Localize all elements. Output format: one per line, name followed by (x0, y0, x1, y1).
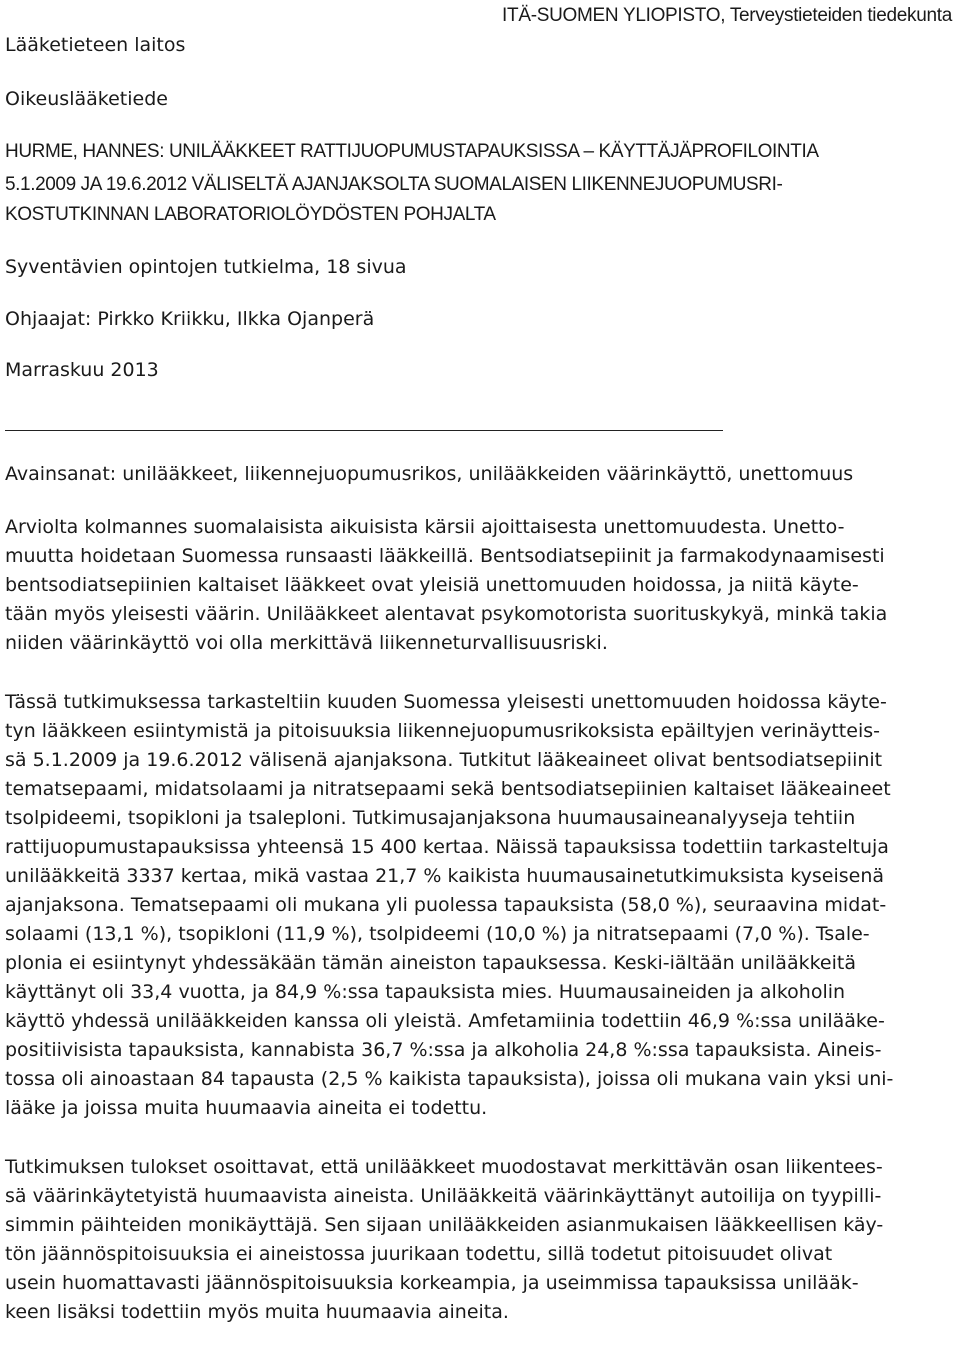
paragraph-line: tematsepaami, midatsolaami ja nitratsepaami sekä bentsodiatsepiinien kaltaiset lääkeaineet (5, 778, 891, 800)
paragraph-line: käyttänyt oli 33,4 vuotta, ja 84,9 %:ssa tapauksista mies. Huumausaineiden ja alkoholin (5, 981, 846, 1003)
paragraph-line: bentsodiatsepiinien kaltaiset lääkkeet ovat yleisiä unettomuuden hoidossa, ja niitä käyte- (5, 574, 859, 596)
subject-line: Oikeuslääketiede (5, 88, 168, 110)
paragraph-line: positiivisista tapauksista, kannabista 36,7 %:ssa ja alkoholia 24,8 %:ssa tapauksista. Aineis- (5, 1039, 882, 1061)
paragraph-line: niiden väärinkäyttö voi olla merkittävä liikenneturvallisuusriski. (5, 632, 608, 654)
paragraph-line: tyn lääkkeen esiintymistä ja pitoisuuksia liikennejuopumusrikoksista epäiltyjen verinäytteis- (5, 720, 880, 742)
paragraph-line: tään myös yleisesti väärin. Unilääkkeet alentavat psykomotorista suorituskykyä, minkä takia (5, 603, 888, 625)
university-heading: ITÄ-SUOMEN YLIOPISTO, Terveystieteiden tiedekunta (502, 5, 952, 26)
paragraph-line: unilääkkeitä 3337 kertaa, mikä vastaa 21,7 % kaikista huumausainetutkimuksista kyseisenä (5, 865, 885, 887)
department-line: Lääketieteen laitos (5, 34, 186, 56)
title-line: HURME, HANNES: UNILÄÄKKEET RATTIJUOPUMUSTAPAUKSISSA – KÄYTTÄJÄPROFILOINTIA (5, 141, 819, 162)
paragraph-line: ajanjaksona. Tematsepaami oli mukana yli puolessa tapauksista (58,0 %), seuraavina midat- (5, 894, 887, 916)
paragraph-line: rattijuopumustapauksissa yhteensä 15 400 kertaa. Näissä tapauksissa todettiin tarkasteltuja (5, 836, 889, 858)
paragraph-line: simmin päihteiden monikäyttäjä. Sen sijaan unilääkkeiden asianmukaisen lääkkeellisen käy- (5, 1214, 884, 1236)
paragraph-line: tsolpideemi, tsopikloni ja tsaleploni. Tutkimusajanjaksona huumausaineanalyyseja tehtiin (5, 807, 856, 829)
paragraph-line: tossa oli ainoastaan 84 tapausta (2,5 % kaikista tapauksista), joissa oli mukana vain yksi uni- (5, 1068, 894, 1090)
paragraph-line: sä väärinkäytetyistä huumaavista aineista. Unilääkkeitä väärinkäyttänyt autoilija on tyypilli- (5, 1185, 882, 1207)
paragraph-line: muutta hoidetaan Suomessa runsaasti lääkkeillä. Bentsodiatsepiinit ja farmakodynaamisesti (5, 545, 885, 567)
title-line: 5.1.2009 JA 19.6.2012 VÄLISELTÄ AJANJAKSOLTA SUOMALAISEN LIIKENNEJUOPUMUSRI- (5, 174, 783, 195)
title-line: KOSTUTKINNAN LABORATORIOLÖYDÖSTEN POHJALTA (5, 204, 496, 225)
paragraph-line: solaami (13,1 %), tsopikloni (11,9 %), tsolpideemi (10,0 %) ja nitratsepaami (7,0 %). Tsale- (5, 923, 870, 945)
date-line: Marraskuu 2013 (5, 359, 159, 381)
paragraph-line: sä 5.1.2009 ja 19.6.2012 välisenä ajanjaksona. Tutkitut lääkeaineet olivat bentsodiatsepiinit (5, 749, 883, 771)
paragraph-line: Arviolta kolmannes suomalaisista aikuisista kärsii ajoittaisesta unettomuudesta. Unetto- (5, 516, 845, 538)
paragraph-line: Tässä tutkimuksessa tarkasteltiin kuuden Suomessa yleisesti unettomuuden hoidossa käyte- (5, 691, 887, 713)
paragraph-line: lääke ja joissa muita huumaavia aineita ei todettu. (5, 1097, 488, 1119)
thesis-info: Syventävien opintojen tutkielma, 18 sivua (5, 256, 407, 278)
paragraph-line: usein huomattavasti jäännöspitoisuuksia korkeampia, ja useimmissa tapauksissa unilääk- (5, 1272, 859, 1294)
paragraph-line: keen lisäksi todettiin myös muita huumaavia aineita. (5, 1301, 509, 1323)
supervisors-line: Ohjaajat: Pirkko Kriikku, Ilkka Ojanperä (5, 308, 375, 330)
divider-rule (5, 430, 723, 431)
keywords-line: Avainsanat: unilääkkeet, liikennejuopumusrikos, unilääkkeiden väärinkäyttö, unettomuus (5, 463, 854, 485)
paragraph-line: tön jäännöspitoisuuksia ei aineistossa juurikaan todettu, sillä todetut pitoisuudet olivat (5, 1243, 833, 1265)
paragraph-line: Tutkimuksen tulokset osoittavat, että unilääkkeet muodostavat merkittävän osan liikentees- (5, 1156, 883, 1178)
paragraph-line: käyttö yhdessä unilääkkeiden kanssa oli yleistä. Amfetamiinia todettiin 46,9 %:ssa unilääke- (5, 1010, 885, 1032)
paragraph-line: plonia ei esiintynyt yhdessäkään tämän aineiston tapauksessa. Keski-iältään unilääkkeitä (5, 952, 856, 974)
